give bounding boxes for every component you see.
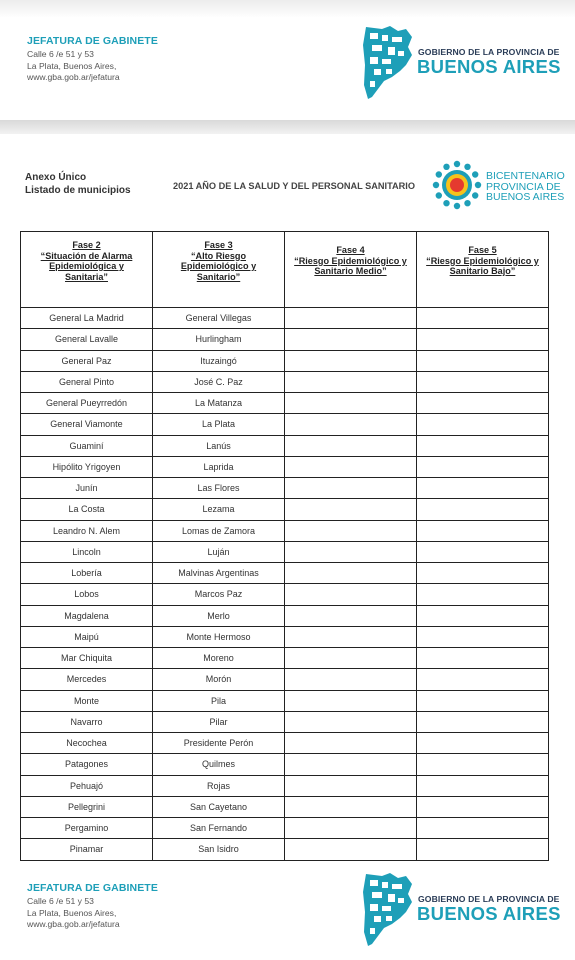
table-cell-fase-2: Guaminí: [21, 435, 153, 456]
table-cell-fase-2: Pergamino: [21, 818, 153, 839]
footer-province-logo: [362, 872, 567, 948]
table-cell-fase-2: Navarro: [21, 711, 153, 732]
header-address-line: Calle 6 /e 51 y 53: [27, 49, 94, 59]
column-header-fase-3: Fase 3 “Alto Riesgo Epidemiológico y Sanitario”: [153, 232, 285, 308]
table-cell-fase-4: [285, 414, 417, 435]
table-cell-fase-2: Junín: [21, 478, 153, 499]
table-row: [21, 605, 549, 626]
bicentenario-line: BICENTENARIO: [486, 170, 565, 182]
table-cell-fase-5: [417, 754, 549, 775]
table-cell-fase-5: [417, 393, 549, 414]
table-cell-fase-5: [417, 308, 549, 329]
table-row: [21, 520, 549, 541]
table-cell-fase-4: [285, 818, 417, 839]
table-cell-fase-4: [285, 669, 417, 690]
table-row: [21, 669, 549, 690]
table-cell-fase-2: Monte: [21, 690, 153, 711]
table-cell-fase-4: [285, 541, 417, 562]
province-logo: [362, 25, 567, 101]
table-cell-fase-3: La Matanza: [153, 393, 285, 414]
table-cell-fase-4: [285, 690, 417, 711]
table-cell-fase-5: [417, 499, 549, 520]
footer-department-block: [27, 882, 158, 931]
table-cell-fase-4: [285, 371, 417, 392]
table-cell-fase-2: Lobería: [21, 563, 153, 584]
table-row: [21, 584, 549, 605]
table-row: [21, 393, 549, 414]
table-cell-fase-4: [285, 626, 417, 647]
table-row: [21, 818, 549, 839]
header-address-line: La Plata, Buenos Aires,: [27, 60, 117, 71]
table-cell-fase-2: Pinamar: [21, 839, 153, 860]
footer-address-line: Calle 6 /e 51 y 53: [27, 896, 94, 906]
table-row: [21, 775, 549, 796]
province-map-icon: [362, 25, 414, 101]
table-cell-fase-5: [417, 435, 549, 456]
annex-heading: [25, 171, 131, 197]
table-cell-fase-3: Las Flores: [153, 478, 285, 499]
table-cell-fase-4: [285, 478, 417, 499]
table-row: [21, 456, 549, 477]
table-cell-fase-5: [417, 520, 549, 541]
bicentenario-line: PROVINCIA DE: [486, 180, 561, 193]
table-cell-fase-5: [417, 775, 549, 796]
table-cell-fase-2: General La Madrid: [21, 308, 153, 329]
table-cell-fase-3: José C. Paz: [153, 371, 285, 392]
table-cell-fase-3: Presidente Perón: [153, 733, 285, 754]
table-cell-fase-3: Moreno: [153, 648, 285, 669]
footer-website-link[interactable]: www.gba.gob.ar/jefatura: [27, 919, 120, 929]
table-cell-fase-4: [285, 733, 417, 754]
table-cell-fase-2: Mercedes: [21, 669, 153, 690]
year-motto: 2021 AÑO DE LA SALUD Y DEL PERSONAL SANITARIO: [173, 181, 415, 191]
table-row: [21, 414, 549, 435]
table-cell-fase-3: Lomas de Zamora: [153, 520, 285, 541]
footer-logo-line1: GOBIERNO DE LA PROVINCIA DE: [418, 894, 560, 904]
table-cell-fase-5: [417, 584, 549, 605]
table-cell-fase-5: [417, 796, 549, 817]
table-cell-fase-3: San Isidro: [153, 839, 285, 860]
table-cell-fase-5: [417, 626, 549, 647]
table-cell-fase-2: La Costa: [21, 499, 153, 520]
table-cell-fase-4: [285, 520, 417, 541]
table-cell-fase-4: [285, 711, 417, 732]
footer-address-line: La Plata, Buenos Aires,: [27, 907, 117, 918]
table-cell-fase-3: Lanús: [153, 435, 285, 456]
table-cell-fase-3: Merlo: [153, 605, 285, 626]
table-cell-fase-5: [417, 541, 549, 562]
table-cell-fase-5: [417, 690, 549, 711]
table-row: [21, 839, 549, 860]
table-row: [21, 711, 549, 732]
table-cell-fase-2: Pehuajó: [21, 775, 153, 796]
annex-title: Anexo Único: [25, 172, 87, 183]
table-cell-fase-4: [285, 329, 417, 350]
table-cell-fase-2: General Viamonte: [21, 414, 153, 435]
table-cell-fase-5: [417, 733, 549, 754]
table-cell-fase-3: Morón: [153, 669, 285, 690]
table-cell-fase-5: [417, 648, 549, 669]
table-row: [21, 371, 549, 392]
table-cell-fase-4: [285, 308, 417, 329]
table-cell-fase-3: Monte Hermoso: [153, 626, 285, 647]
table-cell-fase-4: [285, 584, 417, 605]
table-row: [21, 329, 549, 350]
table-cell-fase-3: Marcos Paz: [153, 584, 285, 605]
column-header-fase-5: Fase 5 “Riesgo Epidemiológico y Sanitario Bajo”: [417, 232, 549, 308]
table-cell-fase-4: [285, 499, 417, 520]
footer-logo-line2: BUENOS AIRES: [417, 903, 561, 924]
table-cell-fase-2: General Paz: [21, 350, 153, 371]
table-header-row: [21, 232, 549, 308]
table-cell-fase-2: Lobos: [21, 584, 153, 605]
table-row: [21, 690, 549, 711]
table-cell-fase-4: [285, 393, 417, 414]
table-cell-fase-5: [417, 478, 549, 499]
table-cell-fase-4: [285, 775, 417, 796]
table-cell-fase-5: [417, 605, 549, 626]
table-cell-fase-5: [417, 371, 549, 392]
table-cell-fase-4: [285, 839, 417, 860]
table-cell-fase-4: [285, 456, 417, 477]
table-cell-fase-4: [285, 648, 417, 669]
table-cell-fase-3: Ituzaingó: [153, 350, 285, 371]
sun-emblem-icon: [432, 160, 482, 210]
table-cell-fase-2: Necochea: [21, 733, 153, 754]
table-cell-fase-3: Lezama: [153, 499, 285, 520]
table-row: [21, 563, 549, 584]
column-header-fase-2: Fase 2 “Situación de Alarma Epidemiológica y Sanitaria”: [21, 232, 153, 308]
table-cell-fase-3: Quilmes: [153, 754, 285, 775]
table-row: [21, 308, 549, 329]
table-cell-fase-4: [285, 754, 417, 775]
table-cell-fase-3: Pila: [153, 690, 285, 711]
table-row: [21, 754, 549, 775]
table-row: [21, 541, 549, 562]
table-cell-fase-2: Leandro N. Alem: [21, 520, 153, 541]
municipalities-table: [20, 231, 549, 861]
table-cell-fase-5: [417, 818, 549, 839]
table-cell-fase-2: General Pinto: [21, 371, 153, 392]
table-row: [21, 733, 549, 754]
table-cell-fase-5: [417, 456, 549, 477]
table-row: [21, 478, 549, 499]
bicentenario-logo: [432, 160, 565, 215]
page-separator: [0, 120, 575, 134]
table-row: [21, 626, 549, 647]
table-cell-fase-2: Lincoln: [21, 541, 153, 562]
column-header-fase-4: Fase 4 “Riesgo Epidemiológico y Sanitario Medio”: [285, 232, 417, 308]
bicentenario-line: BUENOS AIRES: [486, 191, 565, 203]
table-row: [21, 435, 549, 456]
table-cell-fase-3: Rojas: [153, 775, 285, 796]
logo-line1: GOBIERNO DE LA PROVINCIA DE: [418, 47, 560, 57]
province-map-icon: [362, 872, 414, 948]
table-cell-fase-3: General Villegas: [153, 308, 285, 329]
table-cell-fase-5: [417, 711, 549, 732]
table-cell-fase-4: [285, 435, 417, 456]
footer-department-title: JEFATURA DE GABINETE: [27, 882, 158, 894]
table-row: [21, 648, 549, 669]
table-cell-fase-3: Hurlingham: [153, 329, 285, 350]
table-cell-fase-2: General Lavalle: [21, 329, 153, 350]
table-cell-fase-5: [417, 839, 549, 860]
table-cell-fase-3: Pilar: [153, 711, 285, 732]
table-cell-fase-4: [285, 605, 417, 626]
bicentenario-text: [486, 171, 565, 203]
table-cell-fase-4: [285, 796, 417, 817]
table-cell-fase-2: Patagones: [21, 754, 153, 775]
table-cell-fase-3: San Fernando: [153, 818, 285, 839]
table-cell-fase-3: San Cayetano: [153, 796, 285, 817]
table-cell-fase-3: Laprida: [153, 456, 285, 477]
table-cell-fase-3: Malvinas Argentinas: [153, 563, 285, 584]
logo-line2: BUENOS AIRES: [417, 56, 561, 77]
table-cell-fase-5: [417, 329, 549, 350]
header-department-title: JEFATURA DE GABINETE: [27, 35, 158, 47]
table-cell-fase-2: Mar Chiquita: [21, 648, 153, 669]
table-cell-fase-2: Magdalena: [21, 605, 153, 626]
table-cell-fase-5: [417, 414, 549, 435]
table-cell-fase-2: Pellegrini: [21, 796, 153, 817]
header-website-link[interactable]: www.gba.gob.ar/jefatura: [27, 72, 120, 82]
table-cell-fase-5: [417, 563, 549, 584]
table-cell-fase-4: [285, 563, 417, 584]
table-cell-fase-3: Luján: [153, 541, 285, 562]
table-cell-fase-5: [417, 350, 549, 371]
header-department-block: [27, 35, 158, 84]
table-row: [21, 350, 549, 371]
table-cell-fase-5: [417, 669, 549, 690]
table-row: [21, 796, 549, 817]
table-body: [21, 308, 549, 861]
annex-subtitle: Listado de municipios: [25, 185, 131, 196]
table-cell-fase-2: General Pueyrredón: [21, 393, 153, 414]
table-cell-fase-2: Hipólito Yrigoyen: [21, 456, 153, 477]
table-cell-fase-4: [285, 350, 417, 371]
table-cell-fase-2: Maipú: [21, 626, 153, 647]
table-cell-fase-3: La Plata: [153, 414, 285, 435]
table-row: [21, 499, 549, 520]
